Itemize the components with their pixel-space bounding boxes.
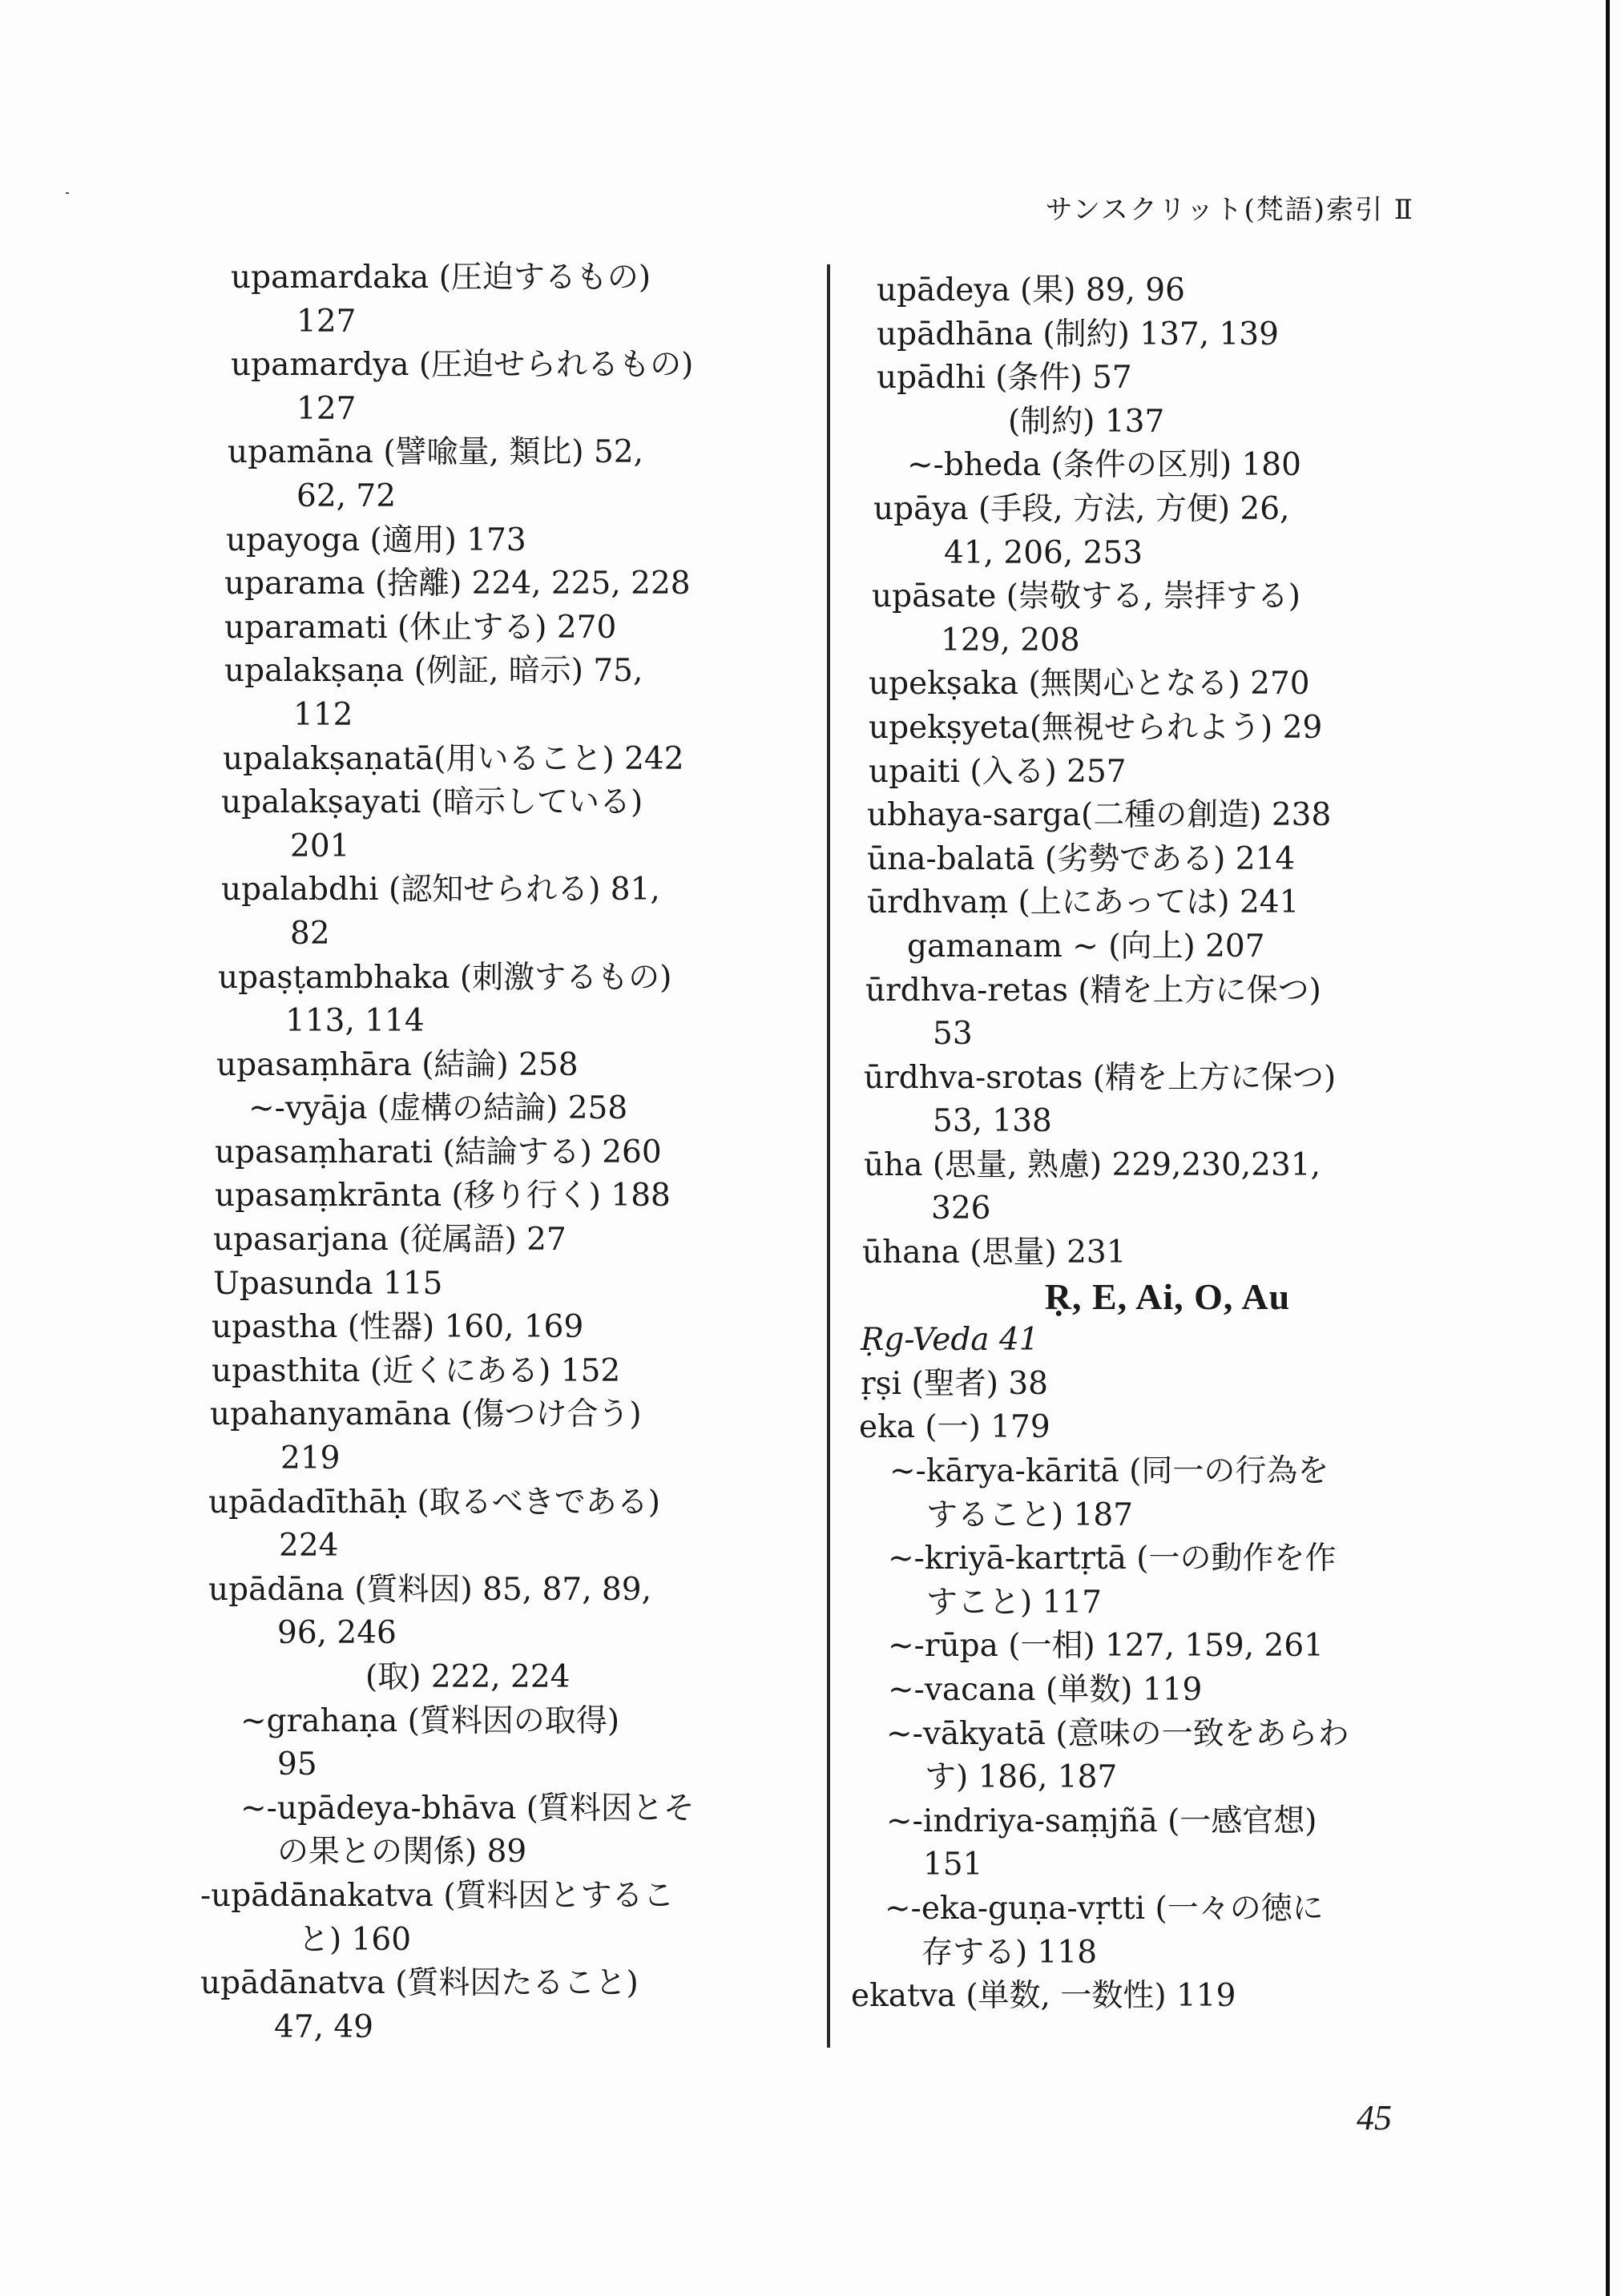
index-entry-line: (取) 222, 224 bbox=[365, 1659, 571, 1695]
index-entry-line: ubhaya-sarga(二種の創造) 238 bbox=[867, 797, 1332, 834]
index-entry-line: ~-indriya-saṃjñā (一感官想) bbox=[886, 1803, 1317, 1839]
page-edge-line bbox=[1606, 0, 1610, 2296]
index-entry-line: upekṣyeta(無視せられよう) 29 bbox=[869, 709, 1323, 746]
index-entry-line: ekatva (単数, 一数性) 119 bbox=[851, 1978, 1236, 2015]
index-entry-line: upaṣṭambhaka (刺激するもの) bbox=[218, 959, 672, 996]
index-entry-line: 129, 208 bbox=[941, 622, 1080, 659]
index-entry-line: ūrdhva-srotas (精を上方に保つ) bbox=[864, 1059, 1337, 1096]
index-entry-line: ~-rūpa (一相) 127, 159, 261 bbox=[888, 1628, 1324, 1665]
index-entry-line: す) 186, 187 bbox=[925, 1759, 1118, 1796]
index-entry-line: uparamati (休止する) 270 bbox=[224, 609, 617, 646]
index-entry-line: upayoga (適用) 173 bbox=[226, 522, 526, 558]
index-entry-line: ūhana (思量) 231 bbox=[862, 1235, 1127, 1271]
index-entry-line: 53 bbox=[933, 1016, 973, 1053]
index-entry-line: upasaṃkrānta (移り行く) 188 bbox=[215, 1178, 671, 1214]
index-entry-line: 82 bbox=[290, 915, 330, 952]
index-entry-line: upādāna (質料因) 85, 87, 89, bbox=[208, 1571, 652, 1608]
index-entry-line: 96, 246 bbox=[277, 1615, 397, 1652]
index-entry-line: ṛṣi (聖者) 38 bbox=[861, 1365, 1048, 1402]
index-entry-line: ~-bheda (条件の区別) 180 bbox=[907, 447, 1301, 484]
index-entry-line: 112 bbox=[293, 696, 353, 733]
index-entry-line: 95 bbox=[277, 1746, 317, 1783]
index-entry-line: ūrdhvaṃ (上にあっては) 241 bbox=[867, 884, 1300, 921]
index-entry-line: と) 160 bbox=[298, 1921, 412, 1958]
index-entry-line: upasthita (近くにある) 152 bbox=[212, 1352, 621, 1389]
index-entry-line: 201 bbox=[290, 828, 350, 864]
index-entry-line: 219 bbox=[280, 1440, 341, 1477]
section-heading: Ṛ, E, Ai, O, Au bbox=[1044, 1275, 1291, 1317]
index-entry-line: すこと) 117 bbox=[926, 1584, 1103, 1621]
index-entry-line: upalakṣaṇatā(用いること) 242 bbox=[223, 740, 684, 777]
index-entry-line: upamardaka (圧迫するもの) bbox=[231, 260, 651, 296]
index-entry-line: ūrdhva-retas (精を上方に保つ) bbox=[865, 972, 1321, 1009]
index-entry-line: upalabdhi (認知せられる) 81, bbox=[221, 872, 660, 908]
index-entry-line: ~-eka-guṇa-vṛtti (一々の徳に bbox=[885, 1890, 1324, 1927]
index-entry-line: 326 bbox=[931, 1190, 991, 1227]
index-entry-line: upādadīthāḥ (取るべきである) bbox=[208, 1484, 660, 1521]
index-entry-line: Ṛg-Veda 41 bbox=[861, 1322, 1039, 1359]
page-number: 45 bbox=[1357, 2098, 1392, 2137]
index-entry-line: upāya (手段, 方法, 方便) 26, bbox=[873, 490, 1290, 527]
index-entry-line: ~grahaṇa (質料因の取得) bbox=[240, 1702, 620, 1739]
index-entry-line: 224 bbox=[279, 1528, 339, 1565]
index-entry-line: 127 bbox=[296, 303, 357, 340]
index-entry-line: -upādānakatva (質料因とするこ bbox=[200, 1877, 675, 1914]
index-entry-line: upādeya (果) 89, 96 bbox=[877, 272, 1185, 308]
index-entry-line: 存する) 118 bbox=[921, 1934, 1098, 1971]
index-entry-line: ~-kriyā-kartṛtā (一の動作を作 bbox=[888, 1541, 1337, 1577]
index-entry-line: Upasunda 115 bbox=[213, 1265, 443, 1302]
index-entry-line: 151 bbox=[923, 1847, 983, 1883]
index-entry-line: ūha (思量, 熟慮) 229,230,231, bbox=[864, 1146, 1321, 1183]
index-entry-line: upalakṣaṇa (例証, 暗示) 75, bbox=[224, 653, 643, 690]
index-entry-line: ~-vyāja (虚構の結論) 258 bbox=[248, 1090, 628, 1127]
index-entry-line: upastha (性器) 160, 169 bbox=[212, 1309, 584, 1346]
index-entry-line: 53, 138 bbox=[933, 1103, 1052, 1140]
index-entry-line: upalakṣayati (暗示している) bbox=[221, 784, 643, 821]
index-entry-line: uparama (捨離) 224, 225, 228 bbox=[224, 566, 691, 602]
right-index-column bbox=[851, 269, 1468, 2019]
index-entry-line: ~-vacana (単数) 119 bbox=[888, 1672, 1203, 1708]
index-entry-line: upasaṃharati (結論する) 260 bbox=[215, 1134, 662, 1170]
index-entry-line: upamāna (譬喩量, 類比) 52, bbox=[228, 434, 643, 471]
index-entry-line: 127 bbox=[296, 390, 357, 427]
index-entry-line: gamanam ~ (向上) 207 bbox=[907, 928, 1265, 965]
index-entry-line: の果との関係) 89 bbox=[277, 1834, 527, 1871]
index-entry-line: upasaṃhāra (結論) 258 bbox=[216, 1046, 579, 1083]
index-entry-line: eka (一) 179 bbox=[859, 1409, 1050, 1446]
index-entry-line: upamardya (圧迫せられるもの) bbox=[231, 347, 694, 384]
index-entry-line: upasarjana (従属語) 27 bbox=[213, 1222, 567, 1259]
index-entry-line: (制約) 137 bbox=[1008, 403, 1165, 440]
index-entry-line: ~-vākyatā (意味の一致をあらわ bbox=[886, 1715, 1349, 1752]
index-entry-line: 113, 114 bbox=[285, 1003, 425, 1040]
index-entry-line: 41, 206, 253 bbox=[944, 534, 1143, 571]
index-entry-line: upahanyamāna (傷つけ合う) bbox=[210, 1396, 642, 1433]
scan-speck bbox=[66, 192, 69, 194]
index-entry-line: ~-upādeya-bhāva (質料因とそ bbox=[240, 1790, 695, 1827]
index-entry-line: ūna-balatā (劣勢である) 214 bbox=[867, 840, 1296, 877]
column-divider bbox=[827, 264, 830, 2048]
index-entry-line: upaiti (入る) 257 bbox=[869, 753, 1127, 790]
running-header: サンスクリット(梵語)索引 Ⅱ bbox=[1045, 194, 1414, 226]
index-entry-line: 47, 49 bbox=[274, 2008, 374, 2045]
index-entry-line: upādānatva (質料因たること) bbox=[200, 1965, 639, 2002]
index-entry-line: upādhāna (制約) 137, 139 bbox=[877, 316, 1279, 352]
index-entry-line: ~-kārya-kāritā (同一の行為を bbox=[889, 1453, 1329, 1490]
index-entry-line: 62, 72 bbox=[296, 477, 397, 514]
index-entry-line: すること) 187 bbox=[926, 1496, 1134, 1533]
index-entry-line: upāsate (崇敬する, 崇拝する) bbox=[872, 578, 1300, 615]
index-entry-line: upādhi (条件) 57 bbox=[877, 360, 1132, 397]
index-entry-line: upekṣaka (無関心となる) 270 bbox=[869, 666, 1310, 703]
left-index-column bbox=[200, 256, 817, 2049]
